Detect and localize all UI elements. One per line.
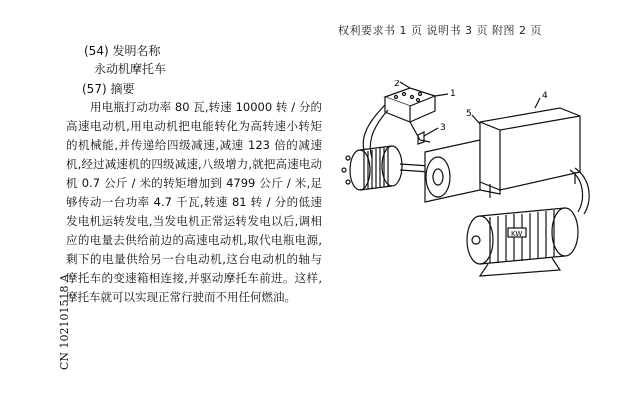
abstract-body	[66, 98, 322, 307]
publication-number: CN 102101518 A	[58, 274, 71, 370]
drawing-label-2: 2	[394, 80, 400, 89]
abstract-drawing	[330, 80, 630, 290]
abstract-text: 用电瓶打动功率 80 瓦,转速 10000 转 / 分的高速电动机,用电动机把电能转化为高转速小转矩的机械能,并传递给四级减速,减速 123 倍的减速机,经过减速机的四级减速,八级增力,就把高速电动机 0.7 公斤 / 米的转矩增加到 4799 公斤 / 米,足够传动一台功率 4.7 千瓦,转速 81 转 / 分的低速发电机运转发电,当发电机正常运转发电以后,调相应的电量去供给前边的高速电动机,取代电瓶电源,剩下的电量供给另一台电动机,这台电动机的轴与摩托车的变速箱相连接,并驱动摩托车前进。这样,摩托车就可以实现正常行驶而不用任何燃油。	[66, 100, 322, 304]
invention-title: 永动机摩托车	[94, 62, 167, 76]
drawing-label-4: 4	[542, 91, 548, 101]
motor-plate: KW	[511, 230, 523, 238]
page-count-header: 权利要求书 1 页 说明书 3 页 附图 2 页	[338, 24, 542, 37]
abstract-heading: (57) 摘要	[82, 82, 135, 96]
invention-name-heading: (54) 发明名称	[84, 44, 161, 58]
drawing-label-3: 3	[440, 123, 446, 133]
drawing-label-1: 1	[450, 89, 456, 99]
drawing-label-5: 5	[466, 109, 472, 119]
